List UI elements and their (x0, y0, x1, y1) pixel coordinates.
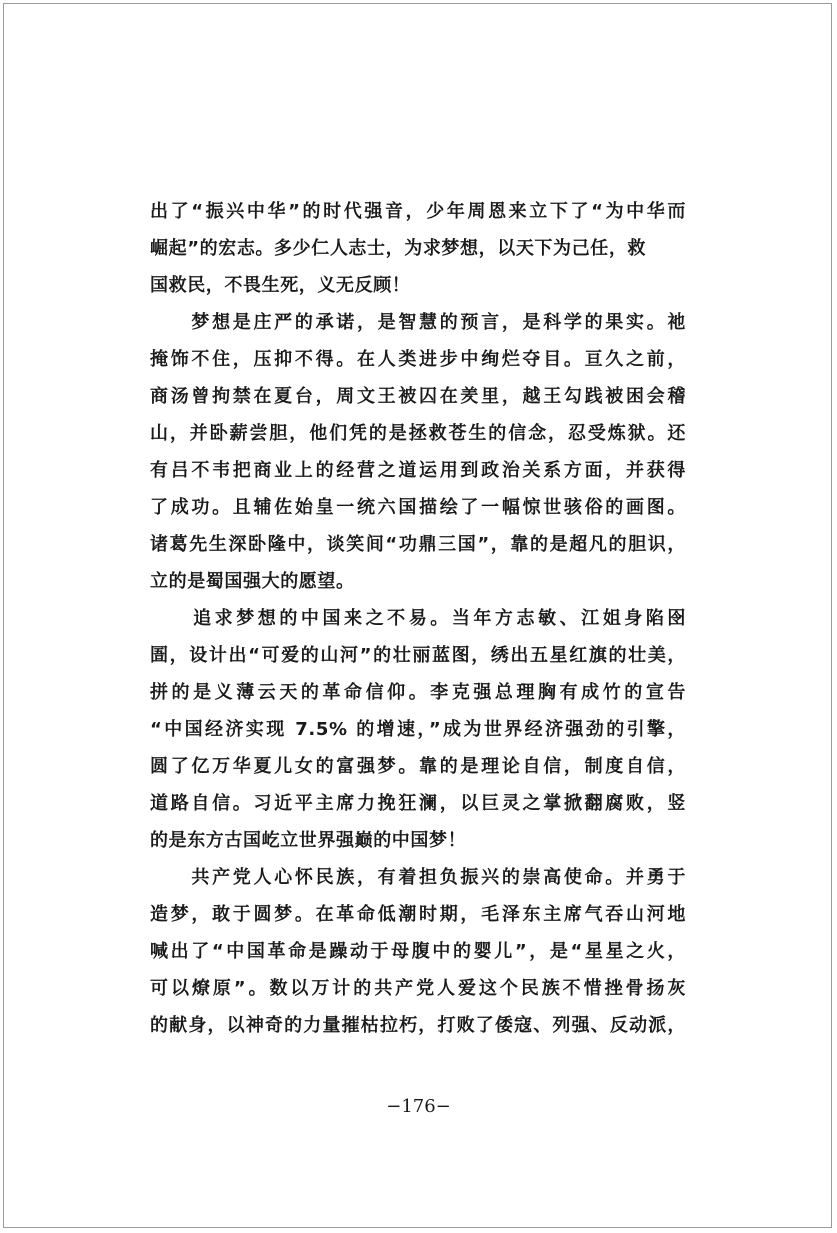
text-line: 崛起”的宏志。多少仁人志士，为求梦想，以天下为己任，救 (150, 238, 647, 259)
text-line: 共产党人心怀民族，有着担负振兴的崇高使命。并勇于 (150, 867, 686, 888)
text-line: 的是东方古国屹立世界强巅的中国梦！ (150, 830, 467, 851)
text-line: 有吕不韦把商业上的经营之道运用到政治关系方面，并获得 (150, 460, 686, 481)
text-line: 喊出了“中国革命是躁动于母腹中的婴儿”，是“星星之火， (150, 941, 686, 962)
text-line: 掩饰不住，压抑不得。在人类进步中绚烂夺目。亘久之前， (150, 349, 686, 370)
text-line: 立的是蜀国强大的愿望。 (150, 571, 355, 592)
text-line: 诸葛先生深卧隆中，谈笑间“功鼎三国”，靠的是超凡的胆识， (150, 534, 686, 555)
page-number: −176− (386, 1096, 451, 1117)
text-line: 道路自信。习近平主席力挽狂澜，以巨灵之掌掀翻腐败，竖 (150, 793, 686, 814)
text-line: 梦想是庄严的承诺，是智慧的预言，是科学的果实。祂 (150, 312, 686, 333)
text-line: 出了“振兴中华”的时代强音，少年周恩来立下了“为中华而 (150, 201, 686, 222)
body-text (150, 193, 686, 1044)
text-line: “中国经济实现 7.5% 的增速，”成为世界经济强劲的引擎， (150, 719, 686, 740)
text-line: 的献身，以神奇的力量摧枯拉朽，打败了倭寇、列强、反动派， (150, 1015, 686, 1036)
text-line: 造梦，敢于圆梦。在革命低潮时期，毛泽东主席气吞山河地 (150, 904, 686, 925)
text-line: 拼的是义薄云天的革命信仰。李克强总理胸有成竹的宣告 (150, 682, 686, 703)
text-line: 追求梦想的中国来之不易。当年方志敏、江姐身陷囹 (150, 608, 686, 629)
text-line: 国救民，不畏生死，义无反顾！ (150, 275, 411, 296)
text-line: 圄，设计出“可爱的山河”的壮丽蓝图，绣出五星红旗的壮美， (150, 645, 686, 666)
text-line: 可以燎原”。数以万计的共产党人爱这个民族不惜挫骨扬灰 (150, 978, 686, 999)
text-line: 了成功。且辅佐始皇一统六国描绘了一幅惊世骇俗的画图。 (150, 497, 686, 518)
text-line: 圆了亿万华夏儿女的富强梦。靠的是理论自信，制度自信， (150, 756, 686, 777)
text-line: 山，并卧薪尝胆，他们凭的是拯救苍生的信念，忍受炼狱。还 (150, 423, 686, 444)
text-line: 商汤曾拘禁在夏台，周文王被囚在羑里，越王勾践被困会稽 (150, 386, 686, 407)
